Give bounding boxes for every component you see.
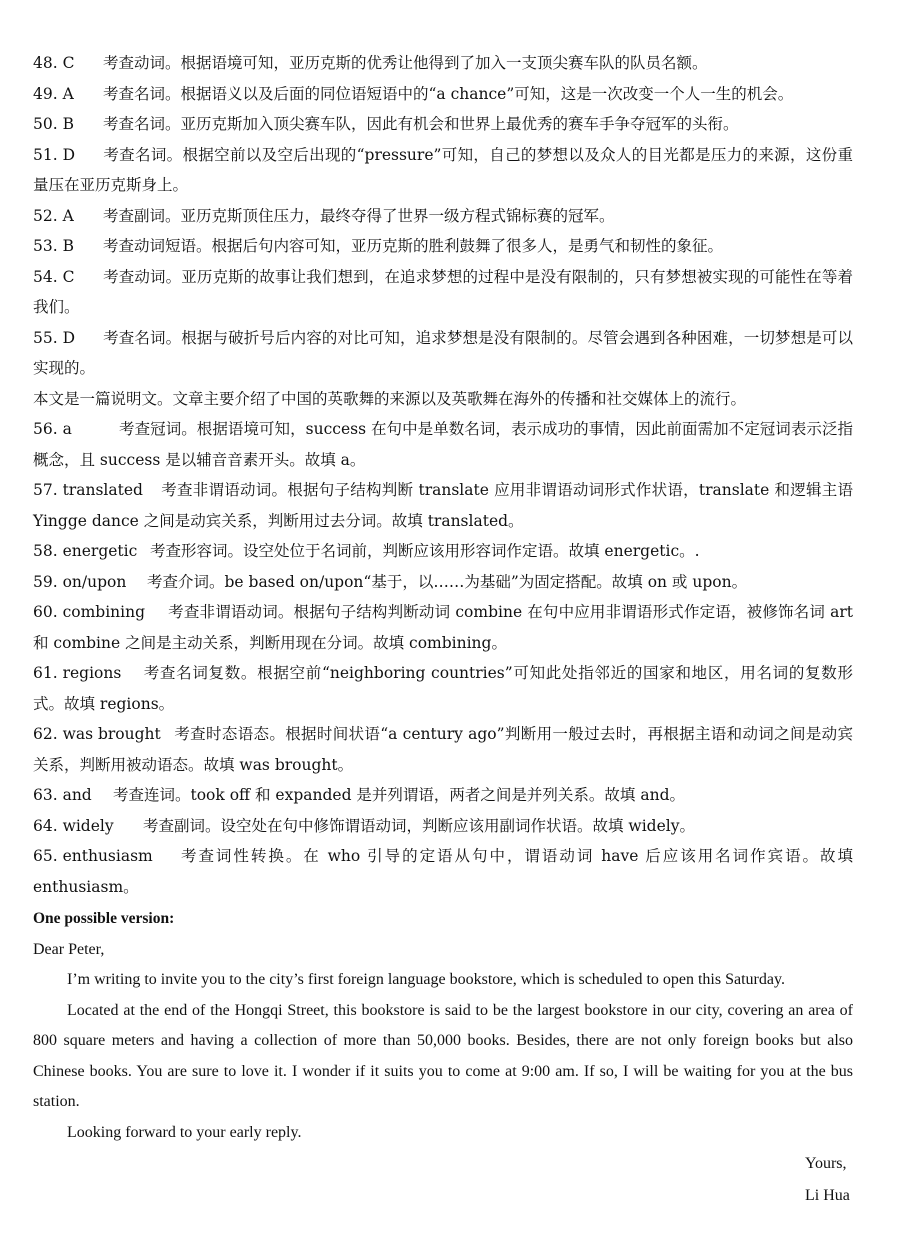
answer-explanation: 考查时态语态。根据时间状语“a century ago”判断用一般过去时，再根据主语和动词之间是动宾关系，判断用被动语态。故填 was brought。 [33, 725, 853, 774]
answer-item-51 [33, 140, 853, 201]
answer-number: 52. A [33, 206, 74, 225]
letter-paragraph-1: I’m writing to invite you to the city’s first foreign language bookstore, which is scheduled to open this Saturday. [67, 971, 785, 988]
grammar-item-63 [33, 780, 853, 811]
grammar-item-57 [33, 475, 853, 536]
answer-explanation: 考查名词复数。根据空前“neighboring countries”可知此处指邻近的国家和地区，用名词的复数形式。故填 regions。 [33, 664, 853, 713]
letter-paragraph-3: Looking forward to your early reply. [67, 1123, 302, 1141]
letter-closing [33, 1148, 853, 1180]
answer-explanation: 考查连词。took off 和 expanded 是并列谓语，两者之间是并列关系。故填 and。 [113, 786, 685, 804]
answer-number: 53. B [33, 237, 74, 255]
letter-signature: Li Hua [805, 1186, 850, 1204]
answer-explanation: 考查名词。亚历克斯加入顶尖赛车队，因此有机会和世界上最优秀的赛车手争夺冠军的头衔。 [103, 115, 739, 133]
grammar-item-61 [33, 658, 853, 719]
grammar-item-62 [33, 719, 853, 780]
letter-closing-phrase: Yours, [805, 1155, 847, 1172]
answer-number: 63. and [33, 786, 92, 804]
answer-explanation: 考查副词。设空处在句中修饰谓语动词，判断应该用副词作状语。故填 widely。 [143, 816, 695, 835]
answer-explanation: 考查非谓语动词。根据句子结构判断动词 combine 在句中应用非谓语形式作定语，被修饰名词 art 和 combine 之间是主动关系，判断用现在分词。故填 combining。 [33, 603, 853, 652]
answer-explanation: 考查形容词。设空处位于名词前，判断应该用形容词作定语。故填 energetic。. [150, 542, 700, 560]
answer-item-54 [33, 262, 853, 323]
answer-explanation: 考查动词短语。根据后句内容可知，亚历克斯的胜利鼓舞了很多人，是勇气和韧性的象征。 [103, 237, 724, 255]
answer-explanation: 考查动词。根据语境可知，亚历克斯的优秀让他得到了加入一支顶尖赛车队的队员名额。 [103, 54, 708, 72]
answer-number: 51. D [33, 145, 76, 164]
letter-paragraph-2: Located at the end of the Hongqi Street, this bookstore is said to be the largest bookstore in our city, covering an area of 800 square meters and having a collection of more than 50,000 books. Besides, there are not only foreign books but also Chinese books. You are sure to love it. I wonder if it suits you to come at 9:00 am. If so, I will be waiting for you at the bus station. [33, 1001, 853, 1110]
answer-item-49 [33, 79, 853, 110]
answer-explanation: 考查词性转换。在 who 引导的定语从句中，谓语动词 have 后应该用名词作宾语。故填 enthusiasm。 [33, 847, 853, 896]
answer-number: 56. a [33, 420, 72, 438]
answer-item-55 [33, 323, 853, 384]
writing-heading: One possible version: [33, 910, 175, 927]
answer-key-page [33, 48, 853, 1211]
answer-explanation: 考查名词。根据语义以及后面的同位语短语中的“a chance”可知，这是一次改变一个人一生的机会。 [103, 84, 794, 103]
grammar-item-58 [33, 536, 853, 567]
grammar-item-59 [33, 567, 853, 598]
answer-number: 64. widely [33, 816, 114, 835]
answer-number: 60. combining [33, 603, 146, 621]
answer-number: 55. D [33, 328, 76, 347]
letter-salutation: Dear Peter, [33, 940, 105, 958]
passage-intro: 本文是一篇说明文。文章主要介绍了中国的英歌舞的来源以及英歌舞在海外的传播和社交媒体上的流行。 [33, 389, 747, 408]
answer-number: 49. A [33, 84, 74, 103]
answer-number: 54. C [33, 267, 75, 286]
answer-explanation: 考查介词。be based on/upon“基于，以……为基础”为固定搭配。故填 on 或 upon。 [147, 572, 748, 591]
answer-item-53 [33, 231, 853, 262]
answer-number: 62. was brought [33, 725, 161, 743]
answer-number: 58. energetic [33, 542, 138, 560]
grammar-item-60 [33, 597, 853, 658]
answer-number: 59. on/upon [33, 572, 127, 591]
letter-signature-row [33, 1180, 853, 1212]
answer-number: 65. enthusiasm [33, 847, 153, 865]
grammar-item-64 [33, 811, 853, 842]
answer-explanation: 考查名词。根据空前以及空后出现的“pressure”可知，自己的梦想以及众人的目光都是压力的来源，这份重量压在亚历克斯身上。 [33, 145, 853, 194]
answer-explanation: 考查名词。根据与破折号后内容的对比可知，追求梦想是没有限制的。尽管会遇到各种困难，一切梦想是可以实现的。 [33, 328, 853, 377]
answer-number: 48. C [33, 54, 75, 72]
answer-number: 61. regions [33, 664, 122, 682]
answer-explanation: 考查非谓语动词。根据句子结构判断 translate 应用非谓语动词形式作状语，translate 和逻辑主语 Yingge dance 之间是动宾关系，判断用过去分词。故填 translated。 [33, 481, 853, 530]
answer-item-48 [33, 48, 853, 79]
answer-explanation: 考查冠词。根据语境可知，success 在句中是单数名词，表示成功的事情，因此前面需加不定冠词表示泛指概念，且 success 是以辅音音素开头。故填 a。 [33, 420, 853, 469]
answer-number: 50. B [33, 115, 74, 133]
grammar-item-56 [33, 414, 853, 475]
answer-explanation: 考查副词。亚历克斯顶住压力，最终夺得了世界一级方程式锦标赛的冠军。 [103, 206, 615, 225]
answer-explanation: 考查动词。亚历克斯的故事让我们想到，在追求梦想的过程中是没有限制的，只有梦想被实现的可能性在等着我们。 [33, 267, 853, 316]
answer-number: 57. translated [33, 481, 143, 499]
answer-item-52 [33, 201, 853, 232]
answer-item-50 [33, 109, 853, 140]
grammar-item-65 [33, 841, 853, 902]
